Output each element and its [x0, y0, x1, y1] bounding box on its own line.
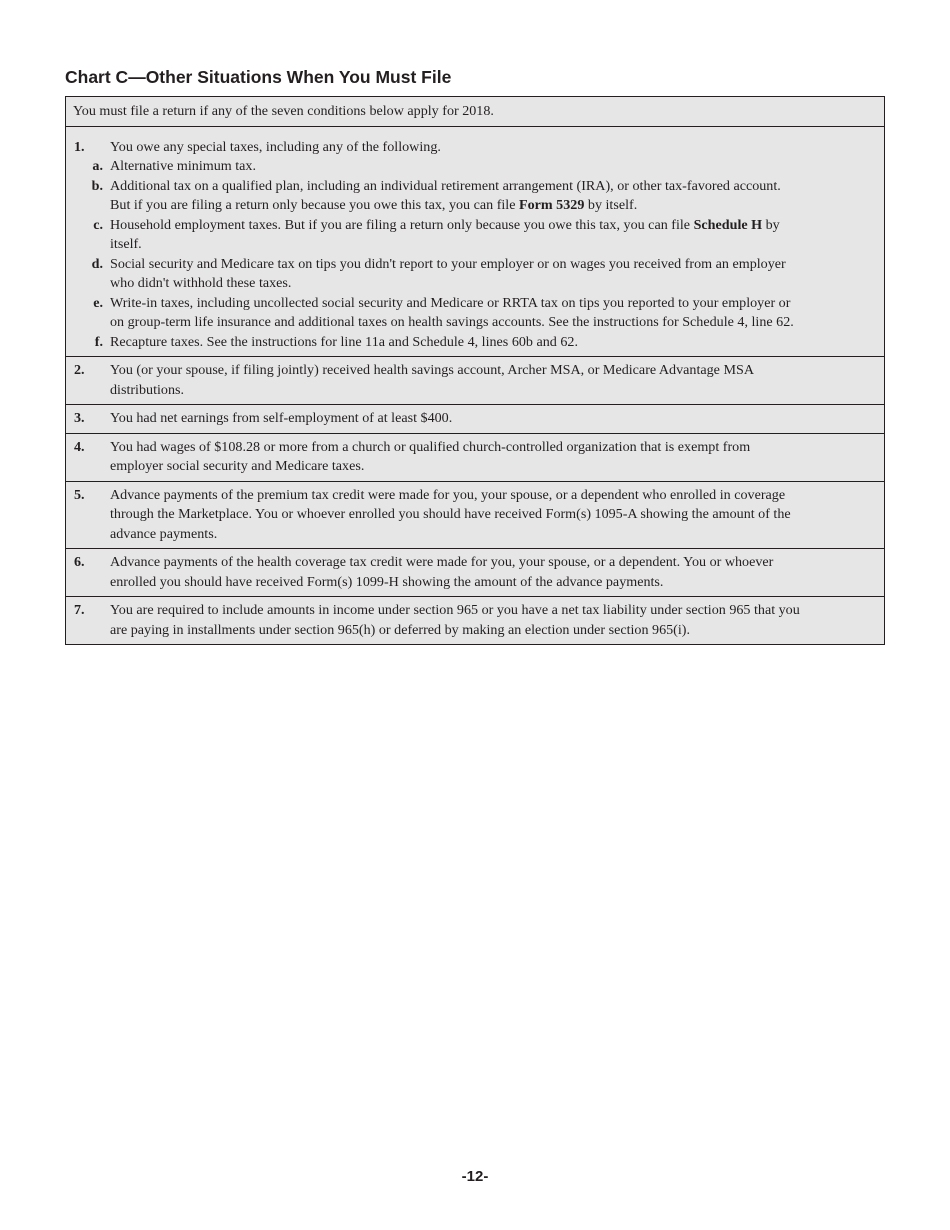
condition-number: 7. [74, 602, 85, 618]
condition-number: 2. [74, 362, 85, 378]
condition-text: Advance payments of the health coverage tax credit were made for you, your spouse, or a dependent. You or whoever [110, 554, 774, 570]
condition-2 [66, 356, 884, 404]
condition-text: through the Marketplace. You or whoever enrolled you should have received Form(s) 1095-A showing the amount of the [110, 506, 791, 522]
subitem-c [93, 216, 876, 255]
condition-text: You (or your spouse, if filing jointly) received health savings account, Archer MSA, or Medicare Advantage MSA [110, 362, 755, 378]
condition-text: You owe any special taxes, including any of the following. [110, 138, 441, 155]
subitem-text: Social security and Medicare tax on tips you didn't report to your employer or on wages you received from an employer [110, 255, 786, 272]
table-intro: You must file a return if any of the seven conditions below apply for 2018. [66, 97, 884, 127]
subitem-text: Write-in taxes, including uncollected social security and Medicare or RRTA tax on tips you reported to your employer or [110, 294, 791, 311]
subitem-text [110, 196, 876, 216]
condition-4 [66, 433, 884, 481]
condition-number: 6. [74, 554, 85, 570]
condition-text: distributions. [110, 381, 184, 398]
subitem-text-part: But if you are filing a return only because you owe this tax, you can file [110, 197, 519, 213]
subitem-text: itself. [110, 236, 142, 252]
subitem-letter: b. [91, 177, 103, 194]
condition-number: 3. [74, 410, 85, 426]
subitem-letter: f. [94, 333, 103, 350]
subitem-text-part: Household employment taxes. But if you are filing a return only because you owe this tax, you can file [110, 216, 694, 233]
condition-3 [66, 404, 884, 433]
condition-text: You are required to include amounts in income under section 965 or you have a net tax liability under section 965 that you [110, 602, 800, 618]
condition-1 [66, 127, 884, 357]
form-5329-reference: Form 5329 [519, 197, 585, 213]
subitem-text-part: by [762, 216, 780, 233]
subitem-text: on group-term life insurance and additional taxes on health savings accounts. See the instructions for Schedule 4, line 62. [110, 314, 794, 330]
subitem-text: Recapture taxes. See the instructions for line 11a and Schedule 4, lines 60b and 62. [110, 333, 578, 350]
subitem-f [94, 333, 876, 353]
conditions-table [65, 96, 885, 645]
condition-5 [66, 481, 884, 549]
subitem-text-part: by itself. [584, 197, 638, 213]
condition-number: 4. [74, 438, 85, 455]
chart-title: Chart C—Other Situations When You Must File [65, 67, 452, 87]
condition-text: You had wages of $108.28 or more from a church or qualified church-controlled organization that is exempt from [110, 438, 751, 455]
subitem-letter: d. [91, 255, 103, 272]
condition-text: enrolled you should have received Form(s) 1099-H showing the amount of the advance payments. [110, 573, 664, 590]
condition-text: employer social security and Medicare taxes. [110, 458, 365, 474]
condition-number: 1. [74, 138, 85, 155]
condition-number: 5. [74, 486, 85, 503]
schedule-h-reference: Schedule H [693, 216, 763, 233]
subitem-text: Alternative minimum tax. [110, 158, 256, 174]
condition-text: Advance payments of the premium tax credit were made for you, your spouse, or a dependent who enrolled in coverage [110, 486, 786, 503]
subitem-b [91, 177, 876, 216]
subitem-text: who didn't withhold these taxes. [110, 275, 292, 291]
subitem-letter: c. [93, 216, 103, 233]
subitem-letter: a. [92, 158, 103, 174]
subitem-d [91, 255, 876, 294]
condition-text: are paying in installments under section 965(h) or deferred by making an election under section 965(i). [110, 621, 691, 638]
condition-6 [66, 548, 884, 596]
condition-text: advance payments. [110, 525, 218, 542]
condition-text: You had net earnings from self-employment of at least $400. [110, 410, 453, 426]
condition-7 [66, 596, 884, 644]
page-number: -12- [461, 1168, 489, 1185]
subitem-text [110, 216, 876, 236]
subitem-text: Additional tax on a qualified plan, including an individual retirement arrangement (IRA), or other tax-favored account. [110, 177, 781, 194]
subitem-a [92, 157, 876, 177]
subitem-letter: e. [93, 294, 103, 311]
subitem-e [93, 294, 876, 333]
